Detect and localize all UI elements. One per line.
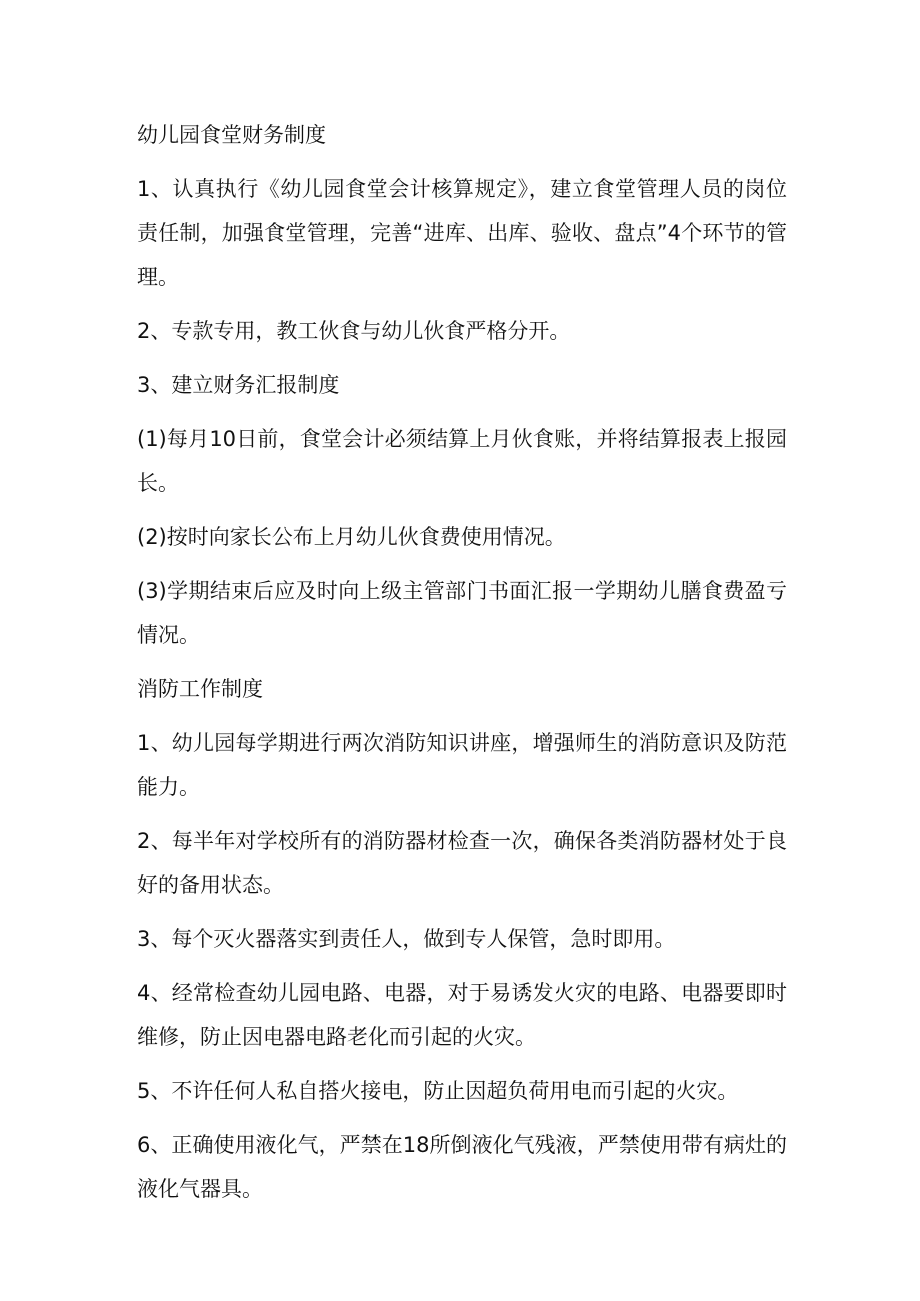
paragraph: (3)学期结束后应及时向上级主管部门书面汇报一学期幼儿膳食费盈亏情况。	[137, 579, 787, 647]
paragraph: 3、建立财务汇报制度	[137, 373, 340, 397]
paragraph: 3、每个灭火器落实到责任人，做到专人保管，急时即用。	[137, 927, 676, 951]
paragraph: 6、正确使用液化气，严禁在18所倒液化气残液，严禁使用带有病灶的液化气器具。	[137, 1133, 787, 1201]
section-title-fire-safety: 消防工作制度	[137, 677, 263, 701]
paragraph: 1、认真执行《幼儿园食堂会计核算规定》，建立食堂管理人员的岗位责任制，加强食堂管理，完善“进库、出库、验收、盘点”4个环节的管理。	[137, 177, 787, 289]
paragraph: 1、幼儿园每学期进行两次消防知识讲座，增强师生的消防意识及防范能力。	[137, 731, 787, 799]
paragraph: 2、专款专用，教工伙食与幼儿伙食严格分开。	[137, 319, 571, 343]
paragraph: (2)按时向家长公布上月幼儿伙食费使用情况。	[137, 525, 566, 549]
paragraph: (1)每月10日前，食堂会计必须结算上月伙食账，并将结算报表上报园长。	[137, 427, 787, 495]
paragraph: 5、不许任何人私自搭火接电，防止因超负荷用电而引起的火灾。	[137, 1079, 739, 1103]
paragraph: 4、经常检查幼儿园电路、电器，对于易诱发火灾的电路、电器要即时维修，防止因电器电路老化而引起的火灾。	[137, 981, 787, 1049]
paragraph: 2、每半年对学校所有的消防器材检查一次，确保各类消防器材处于良好的备用状态。	[137, 829, 787, 897]
section-title-canteen-finance: 幼儿园食堂财务制度	[137, 123, 326, 147]
document-body	[137, 113, 787, 1221]
